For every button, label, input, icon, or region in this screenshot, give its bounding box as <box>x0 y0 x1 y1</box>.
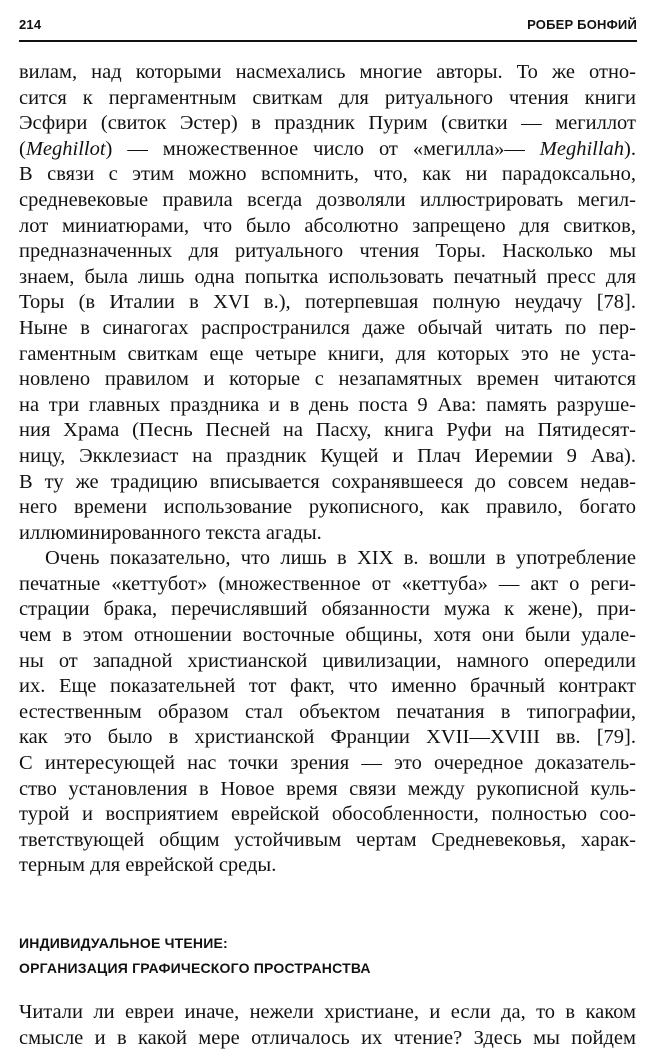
text-line: новлено правилом и которые с незапамятных времен читаются <box>19 368 636 391</box>
text-line: сится к пергаментным свиткам для ритуального чтения книги <box>19 86 636 109</box>
text-line: Торы (в Италии в XVI в.), потерпевшая полную неудачу [78]. <box>19 291 636 314</box>
text-line: терным для еврейской среды. <box>19 854 277 877</box>
text-line: предназначенных для ритуального чтения Торы. Насколько мы <box>19 240 636 263</box>
italic-term: Meghillah <box>539 137 625 160</box>
page-number: 214 <box>19 17 42 32</box>
header-rule <box>19 40 637 42</box>
text-line: печатные «кеттубот» (множественное от «кеттуба» — акт о реги- <box>19 572 636 595</box>
text-line: страции брака, перечислявший обязанности мужа к жене), при- <box>19 598 636 621</box>
text-line: Читали ли евреи иначе, нежели христиане, и если да, то в каком <box>19 1001 636 1023</box>
page-header <box>19 14 637 40</box>
text-line: Ныне в синагогах распространился даже обычай читать по пер- <box>19 316 636 339</box>
text-line: средневековые правила всегда дозволяли иллюстрировать мегил- <box>19 188 636 211</box>
text-line: чем в этом отношении восточные общины, хотя они были удале- <box>19 624 636 647</box>
italic-term: Meghillot <box>25 137 106 160</box>
text-line: на три главных праздника и в день поста 9 Ава: память разруше- <box>19 393 636 416</box>
text-line: (Meghillot) — множественное число от «мегилла»— Meghillah). <box>19 137 636 160</box>
text-line: С интересующей нас точки зрения — это очередное доказатель- <box>19 752 636 775</box>
text-line: Очень показательно, что лишь в XIX в. вошли в употребление <box>45 547 636 570</box>
text-line: естественным образом стал объектом печатания в типографии, <box>19 700 636 723</box>
section-heading <box>19 931 636 981</box>
text-line: ство установления в Новое время связи между рукописной куль- <box>19 777 636 800</box>
text-line: гаментным свиткам еще четыре книги, для которых это не уста- <box>19 342 636 365</box>
text-line: В ту же традицию вписывается сохранявшееся до совсем недав- <box>19 470 636 493</box>
paragraph-2 <box>19 546 636 879</box>
section-heading-line-1: ИНДИВИДУАЛЬНОЕ ЧТЕНИЕ: <box>19 935 228 951</box>
section-heading-line-2: ОРГАНИЗАЦИЯ ГРАФИЧЕСКОГО ПРОСТРАНСТВА <box>19 960 371 976</box>
paragraph-3 <box>19 1000 636 1051</box>
main-text <box>19 60 636 879</box>
text-line: лот миниатюрами, что было абсолютно запрещено для свитков, <box>19 214 636 237</box>
text-line: как это было в христианской Франции XVII—XVIII вв. [79]. <box>19 726 636 749</box>
text-line: ницу, Экклезиаст на праздник Кущей и Плач Иеремии 9 Ава). <box>19 444 636 467</box>
text-line: смысле и в какой мере отличалось их чтение? Здесь мы пойдем <box>19 1026 636 1049</box>
text-line: их. Еще показательней тот факт, что именно брачный контракт <box>19 675 636 698</box>
text-line: турой и восприятием еврейской обособленности, полностью соо- <box>19 803 636 826</box>
text-line: знаем, была лишь одна попытка использовать печатный пресс для <box>19 265 636 288</box>
text-line: Эсфири (свиток Эстер) в праздник Пурим (свитки — мегиллот <box>19 112 636 135</box>
text-line: тветствующей общим устойчивым чертам Средневековья, харак- <box>19 828 636 851</box>
text-line: вилам, над которыми насмехались многие авторы. То же отно- <box>19 61 636 83</box>
text-line: ны от западной христианской цивилизации, намного опередили <box>19 649 636 672</box>
running-title: РОБЕР БОНФИЙ <box>527 17 637 32</box>
text-line: В связи с этим можно вспомнить, что, как ни парадоксально, <box>19 163 636 186</box>
text-line: иллюминированного текста агады. <box>19 521 322 544</box>
text-line: ния Храма (Песнь Песней на Пасху, книга Руфи на Пятидесят- <box>19 419 636 442</box>
paragraph-1 <box>19 60 636 546</box>
text-line: него времени использование рукописного, как правило, богато <box>19 496 636 519</box>
